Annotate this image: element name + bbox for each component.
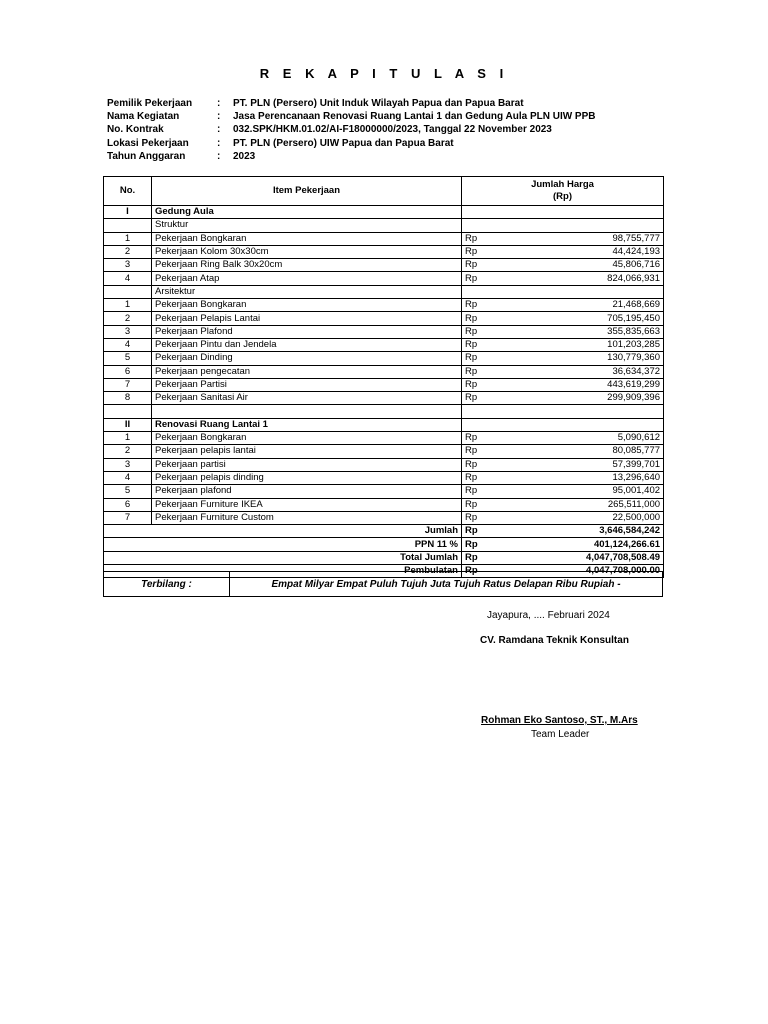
total-value: 4,047,708,000.00: [502, 565, 664, 578]
item-no: 2: [104, 312, 152, 325]
table-row: [104, 378, 664, 391]
table-body: [104, 206, 664, 578]
item-no: 3: [104, 458, 152, 471]
item-no: 2: [104, 445, 152, 458]
item-value: 443,619,299: [502, 378, 664, 391]
item-no: 1: [104, 432, 152, 445]
item-name: Pekerjaan Atap: [152, 272, 462, 285]
total-label: PPN 11 %: [104, 538, 462, 551]
section-row: [104, 206, 664, 219]
item-value: 130,779,360: [502, 352, 664, 365]
total-label: Total Jumlah: [104, 551, 462, 564]
currency-label: Rp: [462, 392, 502, 405]
blank-row: [104, 405, 664, 418]
table-row: [104, 498, 664, 511]
info-colon: :: [217, 124, 221, 136]
empty-cell: [462, 405, 664, 418]
table-row: [104, 365, 664, 378]
table-row: [104, 259, 664, 272]
currency-label: Rp: [462, 352, 502, 365]
info-value: 032.SPK/HKM.01.02/AI-F18000000/2023, Tanggal 22 November 2023: [233, 124, 552, 136]
info-label: Nama Kegiatan: [107, 111, 180, 123]
table-row: [104, 338, 664, 351]
table-row: [104, 352, 664, 365]
info-colon: :: [217, 98, 221, 110]
subsection-name: Struktur: [152, 219, 462, 232]
table-row: [104, 392, 664, 405]
item-value: 80,085,777: [502, 445, 664, 458]
document-title: R E K A P I T U L A S I: [259, 66, 509, 81]
item-no: 2: [104, 245, 152, 258]
item-no: 6: [104, 498, 152, 511]
currency-label: Rp: [462, 485, 502, 498]
item-name: Pekerjaan Sanitasi Air: [152, 392, 462, 405]
section-name: Gedung Aula: [152, 206, 462, 219]
item-name: Pekerjaan Plafond: [152, 325, 462, 338]
table-header: [104, 177, 664, 206]
recap-table: [103, 176, 664, 578]
currency-label: Rp: [462, 432, 502, 445]
item-no: 4: [104, 272, 152, 285]
item-name: Pekerjaan Dinding: [152, 352, 462, 365]
table-row: [104, 445, 664, 458]
section-no: I: [104, 206, 152, 219]
empty-cell: [104, 405, 152, 418]
item-name: Pekerjaan Bongkaran: [152, 432, 462, 445]
empty-cell: [152, 405, 462, 418]
item-value: 355,835,663: [502, 325, 664, 338]
item-value: 101,203,285: [502, 338, 664, 351]
section-row: [104, 418, 664, 431]
table-row: [104, 299, 664, 312]
info-value: PT. PLN (Persero) Unit Induk Wilayah Papua dan Papua Barat: [233, 98, 524, 110]
item-name: Pekerjaan Bongkaran: [152, 232, 462, 245]
item-name: Pekerjaan Pelapis Lantai: [152, 312, 462, 325]
project-info: [107, 97, 596, 163]
currency-label: Rp: [462, 565, 502, 578]
info-row-owner: [107, 97, 596, 110]
company-name: CV. Ramdana Teknik Konsultan: [480, 635, 629, 646]
table-row: [104, 245, 664, 258]
info-value: Jasa Perencanaan Renovasi Ruang Lantai 1 dan Gedung Aula PLN UIW PPB: [233, 111, 596, 123]
subsection-row: [104, 285, 664, 298]
item-no: 4: [104, 471, 152, 484]
item-no: 5: [104, 352, 152, 365]
item-name: Pekerjaan Kolom 30x30cm: [152, 245, 462, 258]
item-name: Pekerjaan Furniture IKEA: [152, 498, 462, 511]
subsection-name: Arsitektur: [152, 285, 462, 298]
total-label: Jumlah: [104, 525, 462, 538]
info-label: Lokasi Pekerjaan: [107, 137, 189, 149]
item-name: Pekerjaan Partisi: [152, 378, 462, 391]
empty-cell: [462, 219, 664, 232]
item-no: 3: [104, 259, 152, 272]
item-no: 5: [104, 485, 152, 498]
item-value: 98,755,777: [502, 232, 664, 245]
item-name: Pekerjaan pengecatan: [152, 365, 462, 378]
currency-label: Rp: [462, 312, 502, 325]
header-price: Jumlah Harga (Rp): [462, 177, 664, 206]
item-no: 6: [104, 365, 152, 378]
item-value: 57,399,701: [502, 458, 664, 471]
terbilang-value: Empat Milyar Empat Puluh Tujuh Juta Tujuh Ratus Delapan Ribu Rupiah -: [230, 572, 663, 597]
empty-cell: [462, 418, 664, 431]
info-label: Tahun Anggaran: [107, 150, 186, 162]
table-row: [104, 312, 664, 325]
info-value: 2023: [233, 150, 256, 162]
total-value: 3,646,584,242: [502, 525, 664, 538]
item-name: Pekerjaan Pintu dan Jendela: [152, 338, 462, 351]
item-value: 13,296,640: [502, 471, 664, 484]
currency-label: Rp: [462, 471, 502, 484]
item-value: 21,468,669: [502, 299, 664, 312]
place-date: Jayapura, .... Februari 2024: [487, 610, 610, 621]
item-no: 3: [104, 325, 152, 338]
section-no: II: [104, 418, 152, 431]
item-value: 824,066,931: [502, 272, 664, 285]
table-row: [104, 511, 664, 524]
currency-label: Rp: [462, 272, 502, 285]
item-no: 4: [104, 338, 152, 351]
total-row: [104, 551, 664, 564]
item-value: 5,090,612: [502, 432, 664, 445]
currency-label: Rp: [462, 551, 502, 564]
info-label: Pemilik Pekerjaan: [107, 98, 193, 110]
currency-label: Rp: [462, 325, 502, 338]
section-name: Renovasi Ruang Lantai 1: [152, 418, 462, 431]
currency-label: Rp: [462, 445, 502, 458]
item-value: 36,634,372: [502, 365, 664, 378]
empty-cell: [104, 219, 152, 232]
item-name: Pekerjaan Furniture Custom: [152, 511, 462, 524]
item-name: Pekerjaan plafond: [152, 485, 462, 498]
empty-cell: [104, 285, 152, 298]
info-row-location: [107, 137, 596, 150]
item-value: 95,001,402: [502, 485, 664, 498]
currency-label: Rp: [462, 299, 502, 312]
total-label: Pembulatan: [104, 565, 462, 578]
terbilang-label: Terbilang :: [104, 572, 230, 597]
terbilang-box: [103, 571, 663, 597]
currency-label: Rp: [462, 378, 502, 391]
item-value: 705,195,450: [502, 312, 664, 325]
total-row: [104, 538, 664, 551]
total-row: [104, 525, 664, 538]
table-row: [104, 458, 664, 471]
signer-name: Rohman Eko Santoso, ST., M.Ars: [481, 715, 638, 726]
table-row: [104, 232, 664, 245]
item-value: 22,500,000: [502, 511, 664, 524]
item-no: 1: [104, 299, 152, 312]
currency-label: Rp: [462, 458, 502, 471]
currency-label: Rp: [462, 245, 502, 258]
currency-label: Rp: [462, 259, 502, 272]
info-colon: :: [217, 150, 221, 162]
item-name: Pekerjaan Ring Balk 30x20cm: [152, 259, 462, 272]
header-item: Item Pekerjaan: [152, 177, 462, 206]
empty-cell: [462, 285, 664, 298]
table-row: [104, 471, 664, 484]
currency-label: Rp: [462, 232, 502, 245]
info-row-year: [107, 150, 596, 163]
item-name: Pekerjaan Bongkaran: [152, 299, 462, 312]
table-row: [104, 325, 664, 338]
info-colon: :: [217, 137, 221, 149]
empty-cell: [462, 206, 664, 219]
info-row-contract: [107, 123, 596, 136]
info-value: PT. PLN (Persero) UIW Papua dan Papua Barat: [233, 137, 454, 149]
item-value: 45,806,716: [502, 259, 664, 272]
item-name: Pekerjaan pelapis dinding: [152, 471, 462, 484]
item-no: 7: [104, 511, 152, 524]
info-row-activity: [107, 110, 596, 123]
item-no: 1: [104, 232, 152, 245]
currency-label: Rp: [462, 338, 502, 351]
info-colon: :: [217, 111, 221, 123]
total-value: 401,124,266.61: [502, 538, 664, 551]
total-value: 4,047,708,508.49: [502, 551, 664, 564]
item-no: 8: [104, 392, 152, 405]
item-value: 265,511,000: [502, 498, 664, 511]
item-value: 299,909,396: [502, 392, 664, 405]
currency-label: Rp: [462, 538, 502, 551]
item-name: Pekerjaan pelapis lantai: [152, 445, 462, 458]
currency-label: Rp: [462, 525, 502, 538]
item-no: 7: [104, 378, 152, 391]
table-row: [104, 432, 664, 445]
currency-label: Rp: [462, 498, 502, 511]
signer-role: Team Leader: [531, 729, 590, 740]
currency-label: Rp: [462, 365, 502, 378]
item-value: 44,424,193: [502, 245, 664, 258]
table-row: [104, 272, 664, 285]
table-row: [104, 485, 664, 498]
header-no: No.: [104, 177, 152, 206]
item-name: Pekerjaan partisi: [152, 458, 462, 471]
subsection-row: [104, 219, 664, 232]
currency-label: Rp: [462, 511, 502, 524]
info-label: No. Kontrak: [107, 124, 164, 136]
